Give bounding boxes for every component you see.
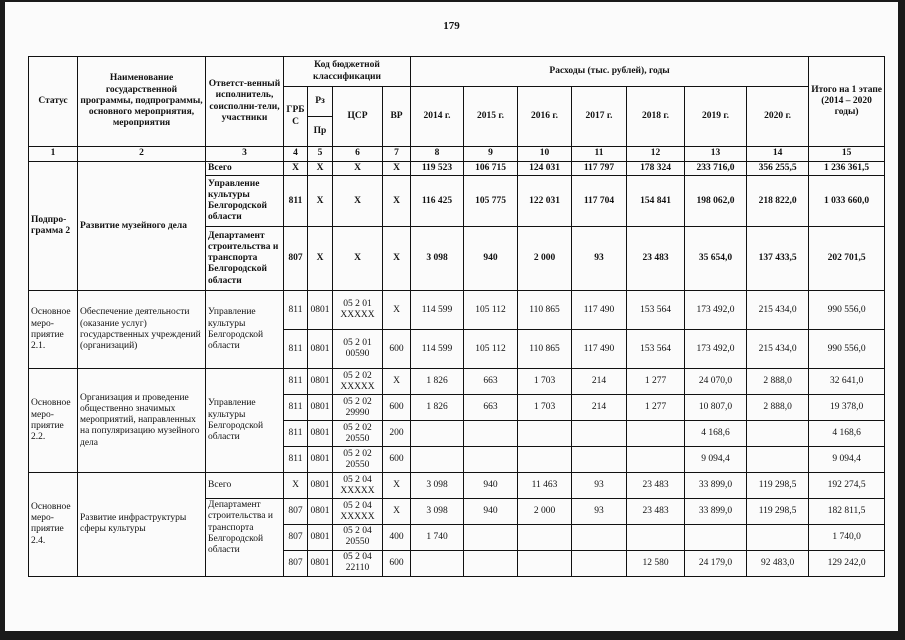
cell-value: 110 865 — [518, 291, 572, 330]
header-year-2019: 2019 г. — [685, 87, 747, 147]
cell-value: 105 112 — [464, 291, 518, 330]
cell-value: 116 425 — [411, 176, 464, 227]
cell-grbs: 811 — [284, 447, 308, 473]
cell-value: 3 098 — [411, 499, 464, 525]
cell-vr: Х — [383, 227, 411, 291]
row-status: Основное меро-приятие 2.1. — [29, 291, 78, 369]
cell-total: 1 236 361,5 — [809, 162, 885, 176]
cell-value: 663 — [464, 395, 518, 421]
cell-value: 110 865 — [518, 330, 572, 369]
cell-value: 214 — [572, 395, 627, 421]
cell-value: 356 255,5 — [747, 162, 809, 176]
cell-value: 124 031 — [518, 162, 572, 176]
row-status: Основное меро-приятие 2.4. — [29, 473, 78, 576]
header-csr: ЦСР — [333, 87, 383, 147]
cell-value — [464, 421, 518, 447]
cell-csr: 05 2 02 29990 — [333, 395, 383, 421]
cell-csr: 05 2 01 00590 — [333, 330, 383, 369]
cell-value: 4 168,6 — [685, 421, 747, 447]
cell-value: 117 797 — [572, 162, 627, 176]
cell-vr: 600 — [383, 447, 411, 473]
cell-vr: Х — [383, 176, 411, 227]
page-number: 179 — [443, 20, 460, 32]
row-responsible: Департамент строительства и транспорта Белгородской области — [206, 499, 284, 576]
cell-value — [747, 447, 809, 473]
cell-csr: 05 2 04 20550 — [333, 525, 383, 550]
cell-value: 218 822,0 — [747, 176, 809, 227]
cell-grbs: 807 — [284, 525, 308, 550]
cell-total: 990 556,0 — [809, 330, 885, 369]
header-year-2018: 2018 г. — [627, 87, 685, 147]
col-number: 1 — [29, 147, 78, 162]
cell-value — [518, 525, 572, 550]
cell-value — [747, 421, 809, 447]
cell-rzpr: 0801 — [308, 473, 333, 499]
cell-csr: Х — [333, 227, 383, 291]
cell-value — [464, 550, 518, 576]
cell-value: 24 070,0 — [685, 369, 747, 395]
cell-value — [747, 525, 809, 550]
cell-vr: Х — [383, 291, 411, 330]
cell-grbs: 811 — [284, 369, 308, 395]
header-name: Наименование государственной программы, подпрограммы, основного мероприятия, мероприятия — [78, 57, 206, 147]
cell-total: 202 701,5 — [809, 227, 885, 291]
cell-value: 173 492,0 — [685, 330, 747, 369]
cell-value: 23 483 — [627, 473, 685, 499]
cell-value: 119 298,5 — [747, 499, 809, 525]
header-grbs: ГРБ С — [284, 87, 308, 147]
cell-value: 663 — [464, 369, 518, 395]
cell-value: 117 490 — [572, 330, 627, 369]
header-pr: Пр — [308, 117, 333, 147]
cell-total: 129 242,0 — [809, 550, 885, 576]
header-status: Статус — [29, 57, 78, 147]
cell-value: 105 775 — [464, 176, 518, 227]
cell-value — [518, 447, 572, 473]
cell-value: 105 112 — [464, 330, 518, 369]
cell-csr: 05 2 04 ХХХХХ — [333, 499, 383, 525]
cell-value: 23 483 — [627, 499, 685, 525]
row-name: Обеспечение деятельности (оказание услуг) государственных учреждений (организаций) — [78, 291, 206, 369]
header-rz: Рз — [308, 87, 333, 117]
cell-value: 93 — [572, 227, 627, 291]
col-number: 9 — [464, 147, 518, 162]
col-number: 12 — [627, 147, 685, 162]
cell-vr: 600 — [383, 395, 411, 421]
cell-value: 153 564 — [627, 291, 685, 330]
cell-value: 2 888,0 — [747, 369, 809, 395]
cell-value: 114 599 — [411, 291, 464, 330]
cell-value: 153 564 — [627, 330, 685, 369]
cell-value — [518, 421, 572, 447]
table-row — [29, 369, 885, 395]
cell-value: 1 703 — [518, 395, 572, 421]
cell-value: 2 000 — [518, 499, 572, 525]
cell-value: 940 — [464, 499, 518, 525]
cell-value: 233 716,0 — [685, 162, 747, 176]
cell-value: 114 599 — [411, 330, 464, 369]
cell-value: 117 704 — [572, 176, 627, 227]
cell-value: 1 277 — [627, 369, 685, 395]
cell-csr: Х — [333, 176, 383, 227]
cell-value: 24 179,0 — [685, 550, 747, 576]
cell-value: 119 298,5 — [747, 473, 809, 499]
header-total: Итого на 1 этапе (2014 – 2020 годы) — [809, 57, 885, 147]
cell-vr: 200 — [383, 421, 411, 447]
col-number: 6 — [333, 147, 383, 162]
cell-value: 3 098 — [411, 227, 464, 291]
col-number: 11 — [572, 147, 627, 162]
cell-csr: 05 2 04 ХХХХХ — [333, 473, 383, 499]
cell-value: 3 098 — [411, 473, 464, 499]
header-year-2015: 2015 г. — [464, 87, 518, 147]
cell-total: 1 740,0 — [809, 525, 885, 550]
col-number: 4 — [284, 147, 308, 162]
header-year-2020: 2020 г. — [747, 87, 809, 147]
cell-value: 1 277 — [627, 395, 685, 421]
cell-value: 9 094,4 — [685, 447, 747, 473]
cell-value: 23 483 — [627, 227, 685, 291]
cell-vr: Х — [383, 473, 411, 499]
cell-value: 93 — [572, 473, 627, 499]
cell-value — [685, 525, 747, 550]
cell-total: 1 033 660,0 — [809, 176, 885, 227]
cell-value: 122 031 — [518, 176, 572, 227]
cell-value: 12 580 — [627, 550, 685, 576]
cell-grbs: Х — [284, 162, 308, 176]
cell-value: 1 826 — [411, 369, 464, 395]
cell-total: 4 168,6 — [809, 421, 885, 447]
cell-rzpr: 0801 — [308, 330, 333, 369]
header-vr: ВР — [383, 87, 411, 147]
col-number: 14 — [747, 147, 809, 162]
cell-value — [627, 525, 685, 550]
cell-csr: Х — [333, 162, 383, 176]
cell-value — [411, 447, 464, 473]
table-row — [29, 291, 885, 330]
cell-value: 33 899,0 — [685, 473, 747, 499]
cell-grbs: 811 — [284, 330, 308, 369]
col-number: 10 — [518, 147, 572, 162]
cell-value — [464, 447, 518, 473]
cell-grbs: 807 — [284, 499, 308, 525]
cell-value: 106 715 — [464, 162, 518, 176]
cell-rzpr: 0801 — [308, 525, 333, 550]
cell-value: 33 899,0 — [685, 499, 747, 525]
cell-value: 35 654,0 — [685, 227, 747, 291]
cell-value: 2 888,0 — [747, 395, 809, 421]
cell-rzpr: 0801 — [308, 421, 333, 447]
row-responsible: Всего — [206, 473, 284, 499]
cell-rzpr: 0801 — [308, 499, 333, 525]
cell-value — [572, 525, 627, 550]
cell-value: 1 703 — [518, 369, 572, 395]
column-number-row — [29, 147, 885, 162]
cell-csr: 05 2 01 ХХХХХ — [333, 291, 383, 330]
col-number: 5 — [308, 147, 333, 162]
cell-vr: 400 — [383, 525, 411, 550]
cell-value: 137 433,5 — [747, 227, 809, 291]
row-responsible: Управление культуры Белгородской области — [206, 176, 284, 227]
cell-value: 119 523 — [411, 162, 464, 176]
cell-value — [627, 447, 685, 473]
row-name: Организация и проведение общественно значимых мероприятий, направленных на популяризацию музейного дела — [78, 369, 206, 473]
cell-csr: 05 2 04 22110 — [333, 550, 383, 576]
cell-total: 9 094,4 — [809, 447, 885, 473]
col-number: 7 — [383, 147, 411, 162]
cell-value — [572, 447, 627, 473]
cell-grbs: 811 — [284, 291, 308, 330]
col-number: 2 — [78, 147, 206, 162]
cell-vr: 600 — [383, 330, 411, 369]
cell-grbs: 811 — [284, 176, 308, 227]
budget-table — [28, 56, 885, 577]
cell-value: 214 — [572, 369, 627, 395]
cell-grbs: 811 — [284, 421, 308, 447]
cell-value: 940 — [464, 227, 518, 291]
cell-total: 19 378,0 — [809, 395, 885, 421]
cell-grbs: 807 — [284, 550, 308, 576]
cell-grbs: Х — [284, 473, 308, 499]
cell-value — [572, 421, 627, 447]
cell-total: 32 641,0 — [809, 369, 885, 395]
cell-value — [464, 525, 518, 550]
cell-rzpr: 0801 — [308, 369, 333, 395]
cell-value: 173 492,0 — [685, 291, 747, 330]
cell-csr: 05 2 02 20550 — [333, 421, 383, 447]
col-number: 8 — [411, 147, 464, 162]
cell-rzpr: 0801 — [308, 447, 333, 473]
cell-value: 178 324 — [627, 162, 685, 176]
cell-csr: 05 2 02 20550 — [333, 447, 383, 473]
header-year-2014: 2014 г. — [411, 87, 464, 147]
col-number: 13 — [685, 147, 747, 162]
cell-value: 154 841 — [627, 176, 685, 227]
cell-rzpr: 0801 — [308, 291, 333, 330]
cell-grbs: 811 — [284, 395, 308, 421]
row-responsible: Управление культуры Белгородской области — [206, 369, 284, 473]
cell-total: 192 274,5 — [809, 473, 885, 499]
cell-value — [572, 550, 627, 576]
cell-vr: Х — [383, 162, 411, 176]
header-code-group: Код бюджетной классификации — [284, 57, 411, 87]
cell-rzpr: 0801 — [308, 550, 333, 576]
row-status: Подпро-грамма 2 — [29, 162, 78, 291]
header-year-2016: 2016 г. — [518, 87, 572, 147]
cell-value: 1 826 — [411, 395, 464, 421]
table-row — [29, 473, 885, 499]
cell-value — [518, 550, 572, 576]
header-year-2017: 2017 г. — [572, 87, 627, 147]
cell-total: 990 556,0 — [809, 291, 885, 330]
row-responsible: Управление культуры Белгородской области — [206, 291, 284, 369]
document-page — [5, 2, 898, 631]
cell-value: 1 740 — [411, 525, 464, 550]
cell-value — [411, 550, 464, 576]
col-number: 15 — [809, 147, 885, 162]
cell-csr: 05 2 02 ХХХХХ — [333, 369, 383, 395]
cell-value — [411, 421, 464, 447]
row-name: Развитие инфраструктуры сферы культуры — [78, 473, 206, 576]
table-row — [29, 162, 885, 176]
cell-value: 198 062,0 — [685, 176, 747, 227]
row-name: Развитие музейного дела — [78, 162, 206, 291]
cell-value: 92 483,0 — [747, 550, 809, 576]
cell-value: 215 434,0 — [747, 330, 809, 369]
cell-vr: Х — [383, 499, 411, 525]
cell-value: 940 — [464, 473, 518, 499]
cell-vr: 600 — [383, 550, 411, 576]
cell-rzpr: Х — [308, 176, 333, 227]
row-responsible: Всего — [206, 162, 284, 176]
cell-rzpr: Х — [308, 227, 333, 291]
cell-value: 11 463 — [518, 473, 572, 499]
cell-grbs: 807 — [284, 227, 308, 291]
cell-value: 10 807,0 — [685, 395, 747, 421]
cell-rzpr: Х — [308, 162, 333, 176]
cell-total: 182 811,5 — [809, 499, 885, 525]
cell-value: 2 000 — [518, 227, 572, 291]
cell-value: 93 — [572, 499, 627, 525]
cell-value: 215 434,0 — [747, 291, 809, 330]
row-status: Основное меро-приятие 2.2. — [29, 369, 78, 473]
header-responsible: Ответст-венный исполнитель, соисполни-тели, участники — [206, 57, 284, 147]
col-number: 3 — [206, 147, 284, 162]
row-responsible: Департамент строительства и транспорта Белгородской области — [206, 227, 284, 291]
cell-value: 117 490 — [572, 291, 627, 330]
cell-rzpr: 0801 — [308, 395, 333, 421]
header-expenses-group: Расходы (тыс. рублей), годы — [411, 57, 809, 87]
cell-value — [627, 421, 685, 447]
cell-vr: Х — [383, 369, 411, 395]
